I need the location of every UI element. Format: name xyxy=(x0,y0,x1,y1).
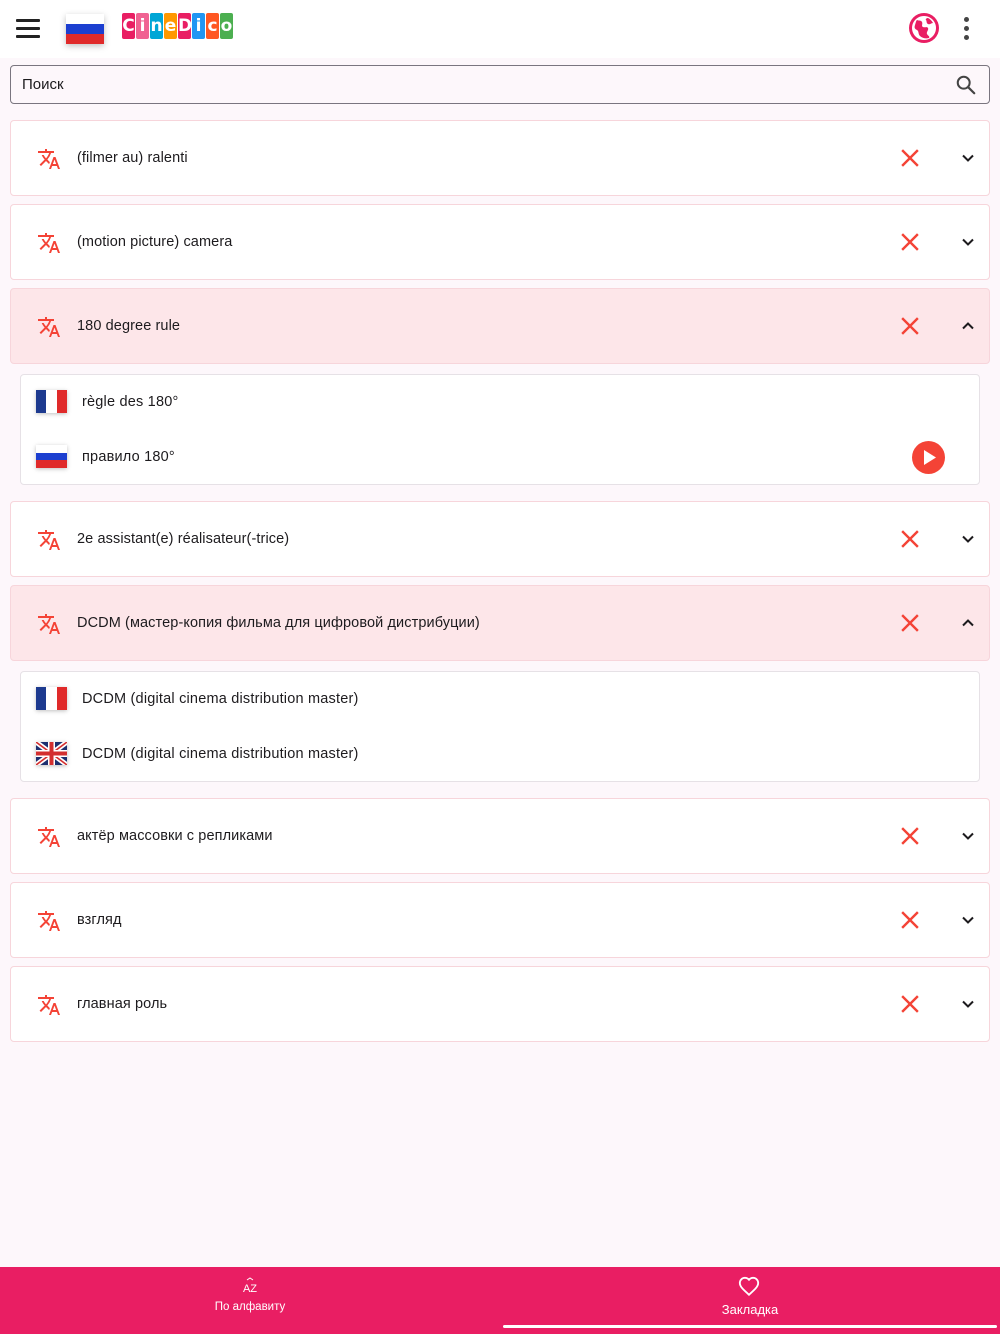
menu-icon[interactable] xyxy=(14,14,42,42)
tab-alphabetical[interactable] xyxy=(0,1267,500,1334)
cinedico-logo xyxy=(122,13,233,39)
chevron-up-icon[interactable] xyxy=(960,615,976,631)
translate-icon xyxy=(37,909,61,933)
translation-line xyxy=(21,679,979,719)
translation-panel xyxy=(20,374,980,485)
chevron-up-icon[interactable] xyxy=(960,318,976,334)
term-label: (motion picture) camera xyxy=(77,234,233,250)
term-label: актёр массовки с репликами xyxy=(77,828,273,844)
play-icon xyxy=(923,450,937,465)
term-label: 2e assistant(e) réalisateur(-trice) xyxy=(77,531,290,547)
term-row[interactable] xyxy=(10,882,990,958)
term-row[interactable] xyxy=(10,798,990,874)
language-flag-ru[interactable] xyxy=(66,14,104,44)
term-row[interactable] xyxy=(10,120,990,196)
logo-letter: i xyxy=(136,13,149,39)
term-row[interactable] xyxy=(10,966,990,1042)
flag-fr xyxy=(36,687,67,710)
active-tab-indicator xyxy=(503,1325,997,1328)
term-label: взгляд xyxy=(77,912,122,928)
term-row[interactable] xyxy=(10,501,990,577)
logo-letter: o xyxy=(220,13,233,39)
translation-line xyxy=(21,382,979,422)
term-row[interactable] xyxy=(10,288,990,364)
bookmark-list xyxy=(10,120,990,1042)
translate-icon xyxy=(37,993,61,1017)
remove-bookmark-icon[interactable] xyxy=(901,530,919,548)
play-audio-button[interactable] xyxy=(912,441,945,474)
flag-ru xyxy=(36,445,67,468)
translate-icon xyxy=(37,231,61,255)
translation-text: DCDM (digital cinema distribution master) xyxy=(82,691,359,707)
logo-letter: c xyxy=(206,13,219,39)
heart-icon xyxy=(738,1276,760,1298)
chevron-down-icon[interactable] xyxy=(960,996,976,1012)
translate-icon xyxy=(37,612,61,636)
bottom-navigation xyxy=(0,1267,1000,1334)
search-icon[interactable] xyxy=(955,74,977,96)
app-bar xyxy=(0,0,1000,58)
term-label: DCDM (мастер-копия фильма для цифровой дистрибуции) xyxy=(77,615,480,631)
globe-icon[interactable] xyxy=(908,12,940,44)
remove-bookmark-icon[interactable] xyxy=(901,614,919,632)
term-label: 180 degree rule xyxy=(77,318,181,334)
logo-letter: e xyxy=(164,13,177,39)
translate-icon xyxy=(37,147,61,171)
translation-text: правило 180° xyxy=(82,449,175,465)
remove-bookmark-icon[interactable] xyxy=(901,995,919,1013)
chevron-down-icon[interactable] xyxy=(960,150,976,166)
tab-bookmarks-label: Закладка xyxy=(721,1302,779,1317)
term-label: (filmer au) ralenti xyxy=(77,150,188,166)
translation-line xyxy=(21,437,979,477)
flag-fr xyxy=(36,390,67,413)
az-icon-text: AZ xyxy=(242,1283,258,1295)
translate-icon xyxy=(37,315,61,339)
search-input[interactable] xyxy=(22,66,922,103)
logo-letter: C xyxy=(122,13,135,39)
logo-letter: D xyxy=(178,13,191,39)
term-row[interactable] xyxy=(10,204,990,280)
logo-letter: i xyxy=(192,13,205,39)
tab-bookmarks[interactable] xyxy=(500,1267,1000,1334)
chevron-down-icon[interactable] xyxy=(960,828,976,844)
more-options-icon[interactable] xyxy=(956,14,976,42)
translation-text: règle des 180° xyxy=(82,394,179,410)
translation-line xyxy=(21,734,979,774)
translation-text: DCDM (digital cinema distribution master) xyxy=(82,746,359,762)
remove-bookmark-icon[interactable] xyxy=(901,233,919,251)
remove-bookmark-icon[interactable] xyxy=(901,317,919,335)
remove-bookmark-icon[interactable] xyxy=(901,149,919,167)
chevron-down-icon[interactable] xyxy=(960,234,976,250)
chevron-down-icon[interactable] xyxy=(960,531,976,547)
term-label: главная роль xyxy=(77,996,168,1012)
logo-letter: n xyxy=(150,13,163,39)
translation-panel xyxy=(20,671,980,782)
search-bar xyxy=(10,65,990,104)
flag-gb xyxy=(36,742,67,765)
tab-alphabetical-label: По алфавиту xyxy=(214,1301,286,1313)
remove-bookmark-icon[interactable] xyxy=(901,827,919,845)
chevron-down-icon[interactable] xyxy=(960,912,976,928)
term-row[interactable] xyxy=(10,585,990,661)
remove-bookmark-icon[interactable] xyxy=(901,911,919,929)
az-sort-icon xyxy=(240,1277,260,1297)
translate-icon xyxy=(37,825,61,849)
translate-icon xyxy=(37,528,61,552)
